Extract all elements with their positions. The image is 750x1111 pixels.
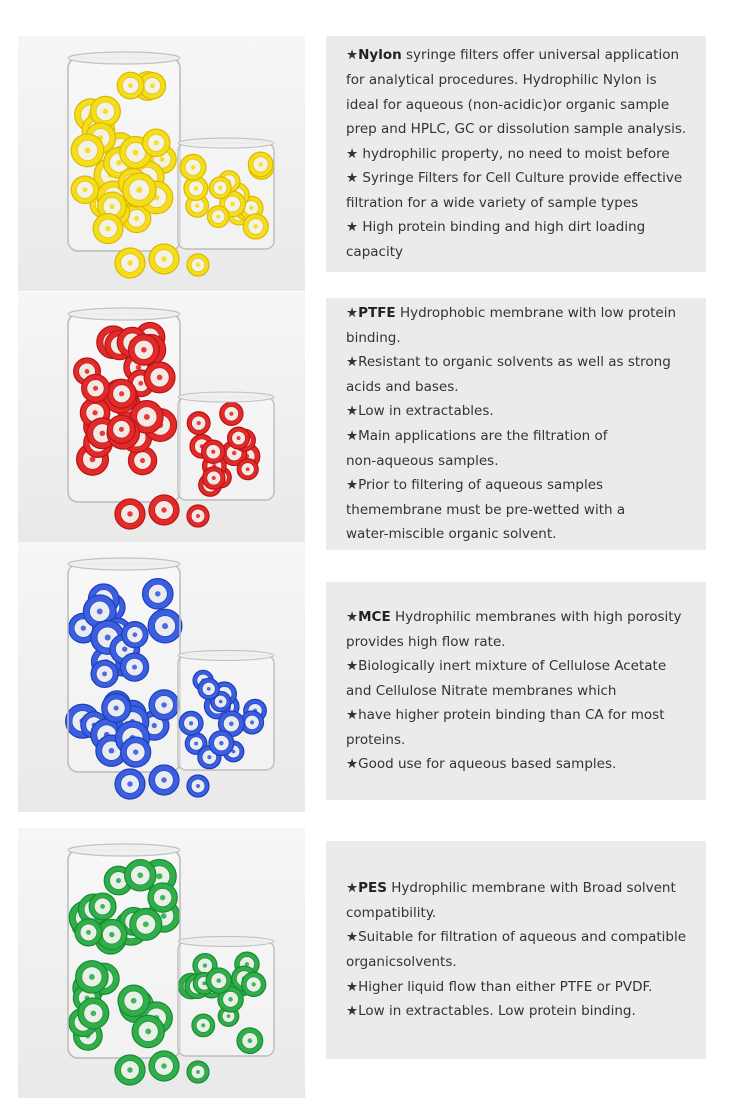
mce-jars-illustration bbox=[18, 542, 305, 812]
syringe-filter bbox=[117, 72, 144, 99]
syringe-filter bbox=[71, 134, 104, 167]
star-bullet: ★ bbox=[346, 880, 359, 897]
mce-line-2: provides high flow rate. bbox=[346, 633, 506, 650]
syringe-filter bbox=[144, 362, 175, 393]
ptfe-line-7: non-aqueous samples. bbox=[346, 452, 499, 469]
nylon-line-1 bbox=[346, 43, 692, 68]
syringe-filter bbox=[209, 731, 234, 756]
syringe-filter bbox=[115, 248, 145, 278]
mce-line-6: proteins. bbox=[346, 731, 406, 748]
small-jar bbox=[178, 936, 274, 1056]
mce-line-7: ★Good use for aqueous based samples. bbox=[346, 756, 617, 773]
nylon-line-5: ★ hydrophilic property, no need to moist before bbox=[346, 145, 670, 162]
syringe-filter bbox=[121, 737, 151, 767]
small-jar bbox=[178, 392, 274, 500]
syringe-filter bbox=[149, 690, 179, 720]
syringe-filter bbox=[102, 694, 131, 723]
large-jar bbox=[68, 308, 180, 502]
nylon-line-9: capacity bbox=[346, 244, 403, 261]
ptfe-line-4: acids and bases. bbox=[346, 378, 459, 395]
pes-jars-illustration bbox=[18, 828, 305, 1098]
syringe-filter bbox=[148, 883, 177, 912]
mce-description-panel bbox=[326, 582, 706, 800]
nylon-line-7: filtration for a wide variety of sample types bbox=[346, 194, 639, 211]
ptfe-line-9: themembrane must be pre-wetted with a bbox=[346, 501, 626, 518]
ptfe-line-1 bbox=[346, 301, 692, 326]
syringe-filter bbox=[107, 415, 135, 443]
syringe-filter bbox=[125, 860, 156, 891]
mce-membrane-name: MCE bbox=[358, 608, 391, 625]
pes-line-2: compatibility. bbox=[346, 904, 437, 921]
syringe-filter bbox=[76, 961, 108, 993]
syringe-filter bbox=[132, 1015, 164, 1047]
syringe-filter bbox=[206, 968, 231, 993]
mce-line-1 bbox=[346, 605, 692, 630]
syringe-filter bbox=[82, 374, 110, 402]
syringe-filter bbox=[228, 427, 250, 449]
ptfe-description-panel bbox=[326, 298, 706, 550]
syringe-filter bbox=[90, 96, 120, 126]
syringe-filter bbox=[115, 499, 145, 529]
nylon-membrane-name: Nylon bbox=[358, 47, 402, 64]
syringe-filter bbox=[187, 412, 210, 435]
syringe-filter bbox=[149, 495, 179, 525]
nylon-line-3: ideal for aqueous (non-acidic)or organic sample bbox=[346, 96, 670, 113]
syringe-filter bbox=[237, 1028, 263, 1054]
ptfe-filters-photo bbox=[18, 292, 305, 542]
ptfe-membrane-name: PTFE bbox=[358, 305, 396, 322]
small-jar bbox=[178, 138, 274, 249]
ptfe-line-8: ★Prior to filtering of aqueous samples bbox=[346, 477, 604, 494]
syringe-filter bbox=[243, 214, 268, 239]
pes-membrane-name: PES bbox=[358, 880, 387, 897]
syringe-filter bbox=[115, 1055, 145, 1085]
star-bullet: ★ bbox=[346, 305, 359, 322]
star-bullet: ★ bbox=[346, 608, 359, 625]
mce-line-4: and Cellulose Nitrate membranes which bbox=[346, 682, 617, 699]
syringe-filter bbox=[202, 440, 225, 463]
syringe-filter bbox=[209, 177, 231, 199]
ptfe-line-5: ★Low in extractables. bbox=[346, 403, 494, 420]
pes-line-1 bbox=[346, 876, 692, 901]
syringe-filter bbox=[187, 775, 209, 797]
syringe-filter bbox=[78, 998, 109, 1029]
ptfe-line-6: ★Main applications are the filtration of bbox=[346, 428, 608, 444]
syringe-filter bbox=[120, 653, 148, 681]
nylon-line-8: ★ High protein binding and high dirt loading bbox=[346, 219, 646, 236]
syringe-filter bbox=[107, 379, 136, 408]
pes-line-3: ★Suitable for filtration of aqueous and compatible bbox=[346, 929, 687, 946]
syringe-filter bbox=[75, 919, 102, 946]
syringe-filter bbox=[207, 206, 229, 228]
small-jar bbox=[178, 650, 274, 770]
syringe-filter bbox=[242, 972, 266, 996]
syringe-filter bbox=[128, 334, 159, 365]
syringe-filter bbox=[237, 459, 258, 480]
nylon-line-4: prep and HPLC, GC or dissolution sample analysis. bbox=[346, 121, 687, 138]
star-bullet: ★ bbox=[346, 47, 359, 64]
pes-filters-photo bbox=[18, 828, 305, 1098]
large-jar bbox=[66, 558, 182, 772]
syringe-filter bbox=[91, 660, 118, 687]
line-text: Hydrophilic membrane with Broad solvent bbox=[386, 880, 676, 897]
syringe-filter bbox=[148, 609, 182, 643]
syringe-filter bbox=[71, 176, 98, 203]
large-jar bbox=[68, 844, 180, 1058]
syringe-filter bbox=[198, 678, 219, 699]
mce-line-3: ★Biologically inert mixture of Cellulose Acetate bbox=[346, 658, 667, 675]
syringe-filter bbox=[149, 765, 179, 795]
syringe-filter bbox=[122, 622, 148, 648]
nylon-description-panel bbox=[326, 36, 706, 272]
syringe-filter bbox=[180, 154, 206, 180]
pes-description-panel bbox=[326, 841, 706, 1059]
mce-line-5: ★have higher protein binding than CA for most bbox=[346, 707, 665, 724]
syringe-filter bbox=[123, 173, 156, 206]
syringe-filter bbox=[203, 467, 225, 489]
ptfe-jars-illustration bbox=[18, 292, 305, 542]
syringe-filter bbox=[187, 254, 209, 276]
nylon-filters-photo bbox=[18, 36, 305, 291]
nylon-jars-illustration bbox=[18, 36, 305, 291]
syringe-filter bbox=[192, 1014, 215, 1037]
syringe-filter bbox=[179, 711, 203, 735]
ptfe-line-2: binding. bbox=[346, 329, 401, 346]
syringe-filter bbox=[187, 505, 209, 527]
syringe-filter bbox=[149, 1051, 179, 1081]
syringe-filter bbox=[143, 579, 174, 610]
syringe-filter bbox=[118, 985, 149, 1016]
large-jar bbox=[68, 52, 180, 251]
line-text: Hydrophobic membrane with low protein bbox=[395, 305, 677, 322]
syringe-filter bbox=[130, 908, 162, 940]
pes-line-4: organicsolvents. bbox=[346, 954, 457, 970]
line-text: Hydrophilic membranes with high porosity bbox=[390, 608, 682, 625]
ptfe-line-10: water-miscible organic solvent. bbox=[346, 526, 557, 543]
mce-filters-photo bbox=[18, 542, 305, 812]
pes-line-5: ★Higher liquid flow than either PTFE or PVDF. bbox=[346, 978, 653, 995]
ptfe-line-3: ★Resistant to organic solvents as well as strong bbox=[346, 354, 671, 371]
nylon-line-2: for analytical procedures. Hydrophilic Nylon is bbox=[346, 71, 657, 88]
syringe-filter bbox=[93, 214, 123, 244]
syringe-filter bbox=[220, 402, 243, 425]
syringe-filter bbox=[115, 769, 145, 799]
syringe-filter bbox=[89, 893, 116, 920]
syringe-filter bbox=[248, 152, 273, 177]
nylon-line-6: ★ Syringe Filters for Cell Culture provide effective bbox=[346, 170, 683, 187]
line-text: syringe filters offer universal application bbox=[401, 47, 680, 64]
syringe-filter bbox=[143, 129, 170, 156]
syringe-filter bbox=[187, 1061, 209, 1083]
syringe-filter bbox=[149, 244, 179, 274]
pes-line-6: ★Low in extractables. Low protein binding. bbox=[346, 1003, 636, 1020]
